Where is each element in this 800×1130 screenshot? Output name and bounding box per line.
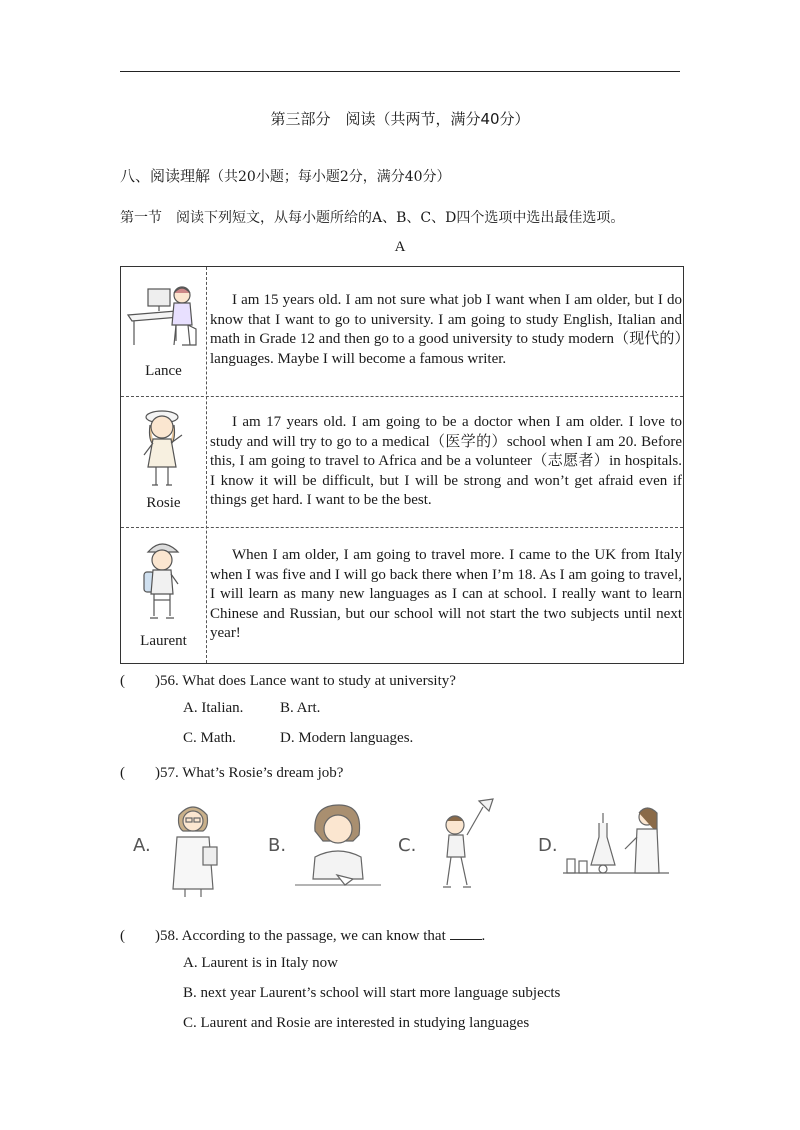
option-label: C. — [398, 835, 417, 856]
passage-text: When I am older, I am going to travel more. I came to the UK from Italy when I was five and I will go back there when I’m 18. As I am going to travel, I will learn as many new languages as I can at school. I really want to learn Chinese and Russian, but our school will not start the two subjects until next year! — [210, 547, 682, 641]
picture-option-b — [265, 795, 385, 900]
picture-options — [125, 795, 670, 900]
scientist-with-lab-flasks-icon — [563, 803, 669, 893]
answer-paren: ( ) — [120, 673, 160, 689]
passage-row-laurent — [121, 527, 683, 663]
answer-paren: ( ) — [120, 928, 160, 944]
option-b: B. Art. — [280, 700, 321, 716]
person-name: Lance — [145, 363, 182, 379]
top-rule — [120, 71, 680, 72]
instruction: 第一节 阅读下列短文，从每小题所给的A、B、C、D四个选项中选出最佳选项。 — [120, 210, 625, 226]
person-name: Laurent — [140, 633, 187, 649]
option-d: D. Modern languages. — [280, 730, 414, 746]
question-stem: 56. What does Lance want to study at university? — [160, 673, 456, 689]
picture-option-c — [397, 795, 497, 900]
woman-writing-icon — [293, 801, 383, 897]
passage-row-lance — [121, 267, 683, 396]
option-a: A. Italian. — [183, 700, 244, 716]
option-label: B. — [268, 835, 287, 856]
person-name: Rosie — [146, 495, 181, 511]
section-note: （共20小题；每小题2分，满分40分） — [210, 169, 451, 185]
passage-row-rosie — [121, 396, 683, 527]
girl-with-hat-icon — [126, 405, 202, 493]
option-label: A. — [133, 835, 151, 856]
passage-text: I am 17 years old. I am going to be a doctor when I am older. I love to study and will try to go to a medical（医学的）school when I am 20. Before this, I am going to travel to Africa and be a volunteer（志愿者）in hospitals. I know it will be difficult, but I will be strong and won’t get afraid even if things get hard. I want to be the best. — [210, 414, 682, 508]
passage-text: I am 15 years old. I am not sure what job I want when I am older, but I do know that I want to go to university. I am going to study English, Italian and math in Grade 12 and then go to a good university to study modern（现代的）languages. Maybe I will become a famous writer. — [210, 292, 682, 367]
boy-at-computer-icon — [126, 279, 202, 359]
question-stem: 57. What’s Rosie’s dream job? — [160, 765, 344, 781]
option-a: A. Laurent is in Italy now — [183, 955, 338, 971]
question-57 — [120, 761, 343, 782]
question-56 — [120, 669, 456, 690]
answer-blank — [450, 927, 482, 940]
passage-letter: A — [394, 239, 406, 255]
picture-option-d — [537, 795, 670, 900]
option-label: D. — [538, 835, 558, 856]
question-58 — [120, 924, 485, 945]
girl-with-butterfly-net-icon — [429, 795, 499, 897]
option-c: C. Laurent and Rosie are interested in studying languages — [183, 1015, 530, 1031]
question-stem-end: . — [481, 928, 486, 944]
doctor-with-clipboard-icon — [163, 797, 223, 899]
answer-paren: ( ) — [120, 765, 160, 781]
section-title — [120, 165, 451, 186]
boy-with-backpack-icon — [126, 536, 202, 628]
section-title-text: 八、阅读理解 — [120, 167, 211, 185]
part-title: 第三部分 阅读（共两节，满分40分） — [270, 110, 530, 128]
passage-table — [120, 266, 684, 664]
question-stem: 58. According to the passage, we can know that — [160, 928, 446, 944]
picture-option-a — [125, 795, 235, 900]
option-c: C. Math. — [183, 730, 236, 746]
option-b: B. next year Laurent’s school will start more language subjects — [183, 985, 561, 1001]
